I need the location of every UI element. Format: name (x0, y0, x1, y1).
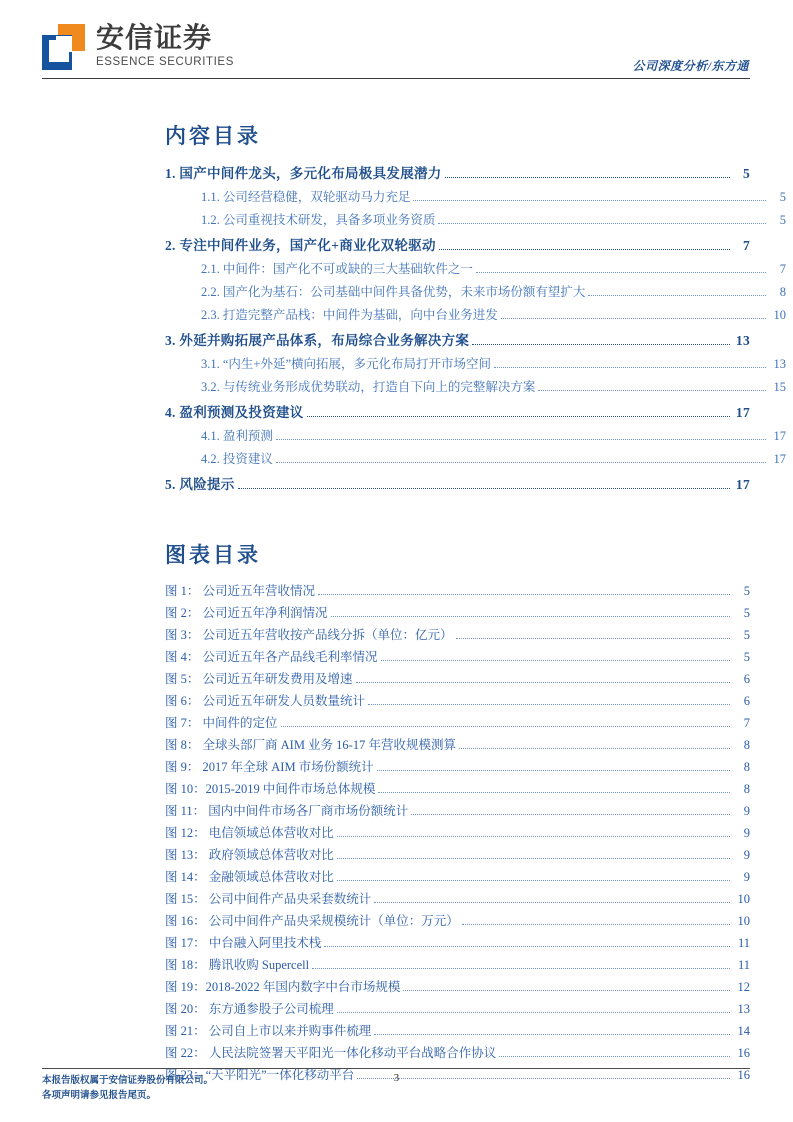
toc-entry-level1[interactable] (165, 234, 750, 254)
dot-leader (413, 200, 766, 201)
figure-entry-label: 图 5： 公司近五年研发费用及增速 (165, 672, 353, 686)
toc-entry-level1-label: 5. 风险提示 (165, 477, 235, 492)
toc-entry-level1-page: 17 (735, 477, 750, 492)
figure-entry-label: 图 4： 公司近五年各产品线毛利率情况 (165, 650, 378, 664)
toc-entry-level2[interactable] (165, 354, 786, 372)
toc-entry-level2-page: 8 (779, 285, 786, 299)
logo-inner-cutout (49, 40, 69, 62)
toc-entry-level2-label: 2.1. 中间件：国产化不可或缺的三大基础软件之一 (201, 262, 473, 276)
figure-entry-label: 图 3： 公司近五年营收按产品线分拆（单位：亿元） (165, 628, 453, 642)
figure-entry-page: 5 (743, 628, 750, 642)
toc-entry-level1[interactable] (165, 401, 750, 421)
toc-entry-level2[interactable] (165, 210, 786, 228)
brand-wordmark (96, 24, 234, 69)
toc-entry-level1-page: 17 (735, 405, 750, 420)
toc-entry-level2-page: 17 (773, 429, 786, 443)
figure-entry-label: 图 7： 中间件的定位 (165, 716, 278, 730)
dot-leader (378, 792, 730, 793)
dot-leader (374, 1034, 730, 1035)
dot-leader (588, 295, 766, 296)
dot-leader (374, 902, 730, 903)
toc-entry-level2-label: 2.2. 国产化为基石：公司基础中间件具备优势，未来市场份额有望扩大 (201, 285, 586, 299)
figure-entry-label: 图 16： 公司中间件产品央采规模统计（单位：万元） (165, 914, 459, 928)
footer-line-1: 本报告版权属于安信证券股份有限公司。 (42, 1076, 214, 1086)
figure-entry-page: 11 (737, 936, 750, 950)
toc-entry-level2-page: 10 (773, 308, 786, 322)
toc-entry-level2[interactable] (165, 305, 786, 323)
dot-leader (337, 836, 730, 837)
header-report-label: 公司深度分析/东方通 (632, 59, 749, 73)
toc-entry-level2[interactable] (165, 426, 786, 444)
figure-entry-label: 图 20： 东方通参股子公司梳理 (165, 1002, 334, 1016)
figure-entry[interactable] (165, 757, 750, 775)
toc-entry-level2-label: 1.2. 公司重视技术研发，具备多项业务资质 (201, 213, 436, 227)
figure-entry[interactable] (165, 647, 750, 665)
figure-entry[interactable] (165, 933, 750, 951)
figure-entry[interactable] (165, 867, 750, 885)
figure-entry-label: 图 1： 公司近五年营收情况 (165, 584, 316, 598)
page-content (165, 120, 786, 1087)
figure-entry-label: 图 11： 国内中间件市场各厂商市场份额统计 (165, 804, 409, 818)
toc-entry-level1-page: 7 (742, 238, 750, 253)
figure-entry-page: 5 (743, 606, 750, 620)
figure-entry-label: 图 21： 公司自上市以来并购事件梳理 (165, 1024, 372, 1038)
toc-entry-level2[interactable] (165, 187, 786, 205)
toc-entry-level1-label: 1. 国产中间件龙头，多元化布局极具发展潜力 (165, 166, 442, 181)
figure-entry[interactable] (165, 581, 750, 599)
dot-leader (337, 880, 730, 881)
figure-entry[interactable] (165, 779, 750, 797)
figure-entry-label: 图 15： 公司中间件产品央采套数统计 (165, 892, 372, 906)
figure-entry-page: 10 (737, 914, 750, 928)
dot-leader (411, 814, 730, 815)
figure-entry-label: 图 2： 公司近五年净利润情况 (165, 606, 328, 620)
figure-entry[interactable] (165, 691, 750, 709)
figure-entry-label: 图 14： 金融领域总体营收对比 (165, 870, 334, 884)
dot-leader (281, 726, 730, 727)
toc-entry-level2-label: 4.2. 投资建议 (201, 452, 273, 466)
figure-entry-label: 图 9： 2017 年全球 AIM 市场份额统计 (165, 760, 374, 774)
toc-entry-level2-page: 5 (779, 190, 786, 204)
dot-leader (356, 682, 730, 683)
dot-leader (501, 318, 766, 319)
figure-entry-page: 14 (737, 1024, 750, 1038)
figure-entry[interactable] (165, 669, 750, 687)
figure-entry-page: 9 (743, 870, 750, 884)
figure-entry-label: 图 22： 人民法院签署天平阳光一体化移动平台战略合作协议 (165, 1046, 497, 1060)
toc-entry-level2-label: 3.1. “内生+外延”横向拓展，多元化布局打开市场空间 (201, 357, 492, 371)
figure-entry[interactable] (165, 801, 750, 819)
dot-leader (439, 249, 730, 250)
figure-entry-label: 图 8： 全球头部厂商 AIM 业务 16-17 年营收规模测算 (165, 738, 456, 752)
figure-entry[interactable] (165, 1043, 750, 1061)
dot-leader (476, 272, 766, 273)
figure-entry[interactable] (165, 955, 750, 973)
figure-entry-page: 13 (737, 1002, 750, 1016)
figure-index-list (165, 581, 750, 1083)
figure-entry-page: 9 (743, 826, 750, 840)
figure-entry[interactable] (165, 713, 750, 731)
dot-leader (276, 439, 766, 440)
footer-divider (42, 1068, 750, 1069)
figure-entry-page: 10 (737, 892, 750, 906)
toc-entry-level1-page: 5 (742, 166, 750, 181)
figure-entry[interactable] (165, 999, 750, 1017)
toc-entry-level2-page: 13 (773, 357, 786, 371)
toc-entry-level1[interactable] (165, 329, 750, 349)
figure-entry-page: 11 (737, 958, 750, 972)
dot-leader (403, 990, 730, 991)
figure-entry-label: 图 6： 公司近五年研发人员数量统计 (165, 694, 366, 708)
dot-leader (438, 223, 766, 224)
dot-leader (276, 462, 766, 463)
figure-entry-page: 8 (743, 738, 750, 752)
figure-entry[interactable] (165, 977, 750, 995)
figure-entry-label: 图 19：2018-2022 年国内数字中台市场规模 (165, 980, 401, 994)
dot-leader (462, 924, 730, 925)
dot-leader (456, 638, 730, 639)
dot-leader (337, 858, 730, 859)
figure-entry-label: 图 12： 电信领域总体营收对比 (165, 826, 334, 840)
figure-entry-page: 16 (737, 1068, 750, 1082)
dot-leader (318, 594, 730, 595)
toc-entry-level2-label: 4.1. 盈利预测 (201, 429, 273, 443)
toc-entry-level1[interactable] (165, 162, 750, 182)
toc-entry-level2[interactable] (165, 449, 786, 467)
toc-entry-level2[interactable] (165, 259, 786, 277)
figure-entry-page: 16 (737, 1046, 750, 1060)
figure-entry-page: 8 (743, 760, 750, 774)
toc-entry-level2-page: 5 (779, 213, 786, 227)
figure-entry-label: 图 13： 政府领域总体营收对比 (165, 848, 334, 862)
dot-leader (238, 488, 730, 489)
dot-leader (472, 344, 730, 345)
figure-entry-label: 图 23：“天平阳光”一体化移动平台 (165, 1068, 355, 1082)
figure-entry[interactable] (165, 823, 750, 841)
figure-entry-page: 9 (743, 804, 750, 818)
dot-leader (337, 1012, 730, 1013)
brand-name-en: ESSENCE SECURITIES (96, 56, 234, 68)
dot-leader (499, 1056, 730, 1057)
figure-entry[interactable] (165, 845, 750, 863)
figure-entry[interactable] (165, 1021, 750, 1039)
page-header (0, 0, 793, 90)
toc-heading: 内容目录 (165, 124, 261, 148)
figure-entry-page: 8 (743, 782, 750, 796)
toc-entry-level2-page: 15 (773, 380, 786, 394)
dot-leader (331, 616, 730, 617)
essence-securities-logo-icon (42, 24, 86, 70)
dot-leader (538, 390, 766, 391)
table-of-contents (165, 162, 786, 493)
brand-name-cn: 安信证券 (96, 22, 213, 53)
header-divider (42, 78, 750, 79)
figure-entry-label: 图 18： 腾讯收购 Supercell (165, 958, 310, 972)
figure-entry[interactable] (165, 889, 750, 907)
toc-entry-level1[interactable] (165, 473, 750, 493)
toc-entry-level2-page: 7 (779, 262, 786, 276)
dot-leader (312, 968, 730, 969)
dot-leader (368, 704, 730, 705)
figure-index-block (165, 539, 750, 1083)
figure-entry-page: 9 (743, 848, 750, 862)
toc-entry-level2-page: 17 (773, 452, 786, 466)
dot-leader (381, 660, 730, 661)
figure-entry-page: 12 (737, 980, 750, 994)
figure-entry[interactable] (165, 735, 750, 753)
figure-entry-label: 图 17： 中台融入阿里技术栈 (165, 936, 322, 950)
dot-leader (459, 748, 730, 749)
figure-entry-page: 6 (743, 694, 750, 708)
toc-entry-level1-label: 2. 专注中间件业务，国产化+商业化双轮驱动 (165, 238, 436, 253)
page-number: 3 (393, 1072, 400, 1084)
dot-leader (307, 416, 730, 417)
figure-index-heading: 图表目录 (165, 543, 261, 567)
figure-entry-page: 6 (743, 672, 750, 686)
dot-leader (324, 946, 730, 947)
dot-leader (494, 367, 766, 368)
figure-entry-page: 7 (743, 716, 750, 730)
toc-entry-level1-page: 13 (735, 333, 750, 348)
toc-entry-level2[interactable] (165, 377, 786, 395)
toc-entry-level2[interactable] (165, 282, 786, 300)
footer-line-2: 各项声明请参见报告尾页。 (42, 1090, 157, 1101)
figure-entry-page: 5 (743, 650, 750, 664)
dot-leader (377, 770, 730, 771)
figure-entry[interactable] (165, 911, 750, 929)
toc-entry-level2-label: 3.2. 与传统业务形成优势联动，打造自下向上的完整解决方案 (201, 380, 536, 394)
toc-entry-level1-label: 3. 外延并购拓展产品体系，布局综合业务解决方案 (165, 333, 470, 348)
figure-entry[interactable] (165, 603, 750, 621)
toc-entry-level2-label: 1.1. 公司经营稳健，双轮驱动马力充足 (201, 190, 411, 204)
toc-entry-level2-label: 2.3. 打造完整产品栈：中间件为基础，向中台业务进发 (201, 308, 498, 322)
figure-entry-page: 5 (743, 584, 750, 598)
figure-entry[interactable] (165, 625, 750, 643)
brand-logo (42, 24, 234, 70)
figure-entry-label: 图 10：2015-2019 中间件市场总体规模 (165, 782, 376, 796)
dot-leader (445, 177, 730, 178)
toc-entry-level1-label: 4. 盈利预测及投资建议 (165, 405, 304, 420)
